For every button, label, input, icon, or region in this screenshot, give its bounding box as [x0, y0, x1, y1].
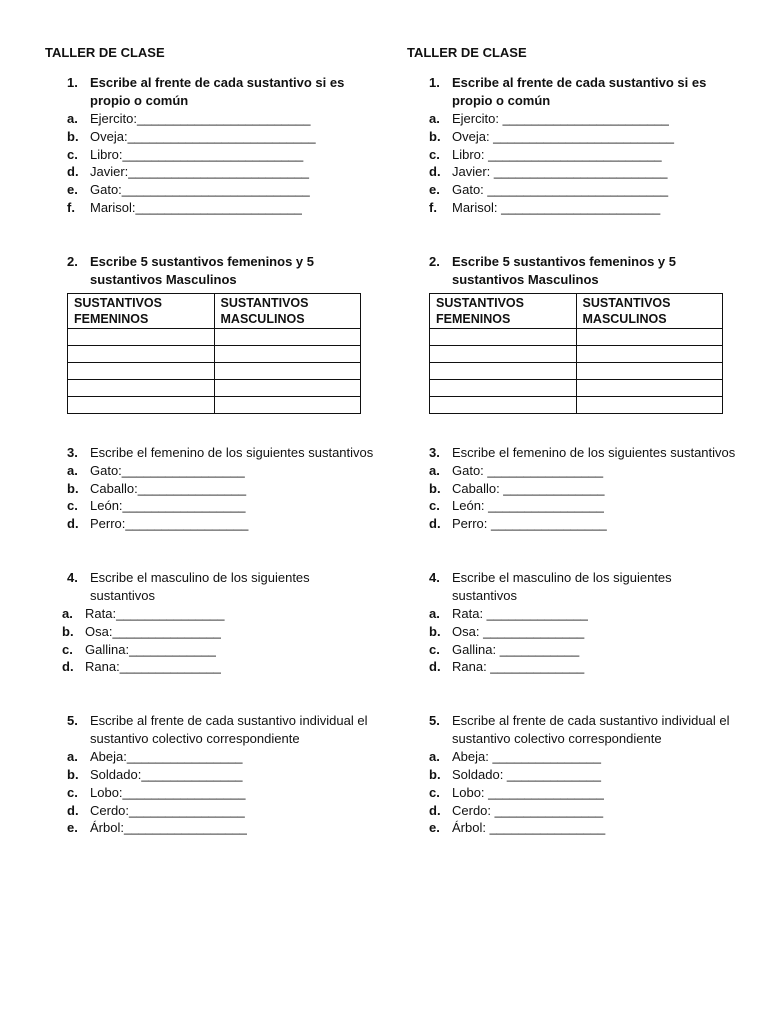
item-letter: a.: [429, 605, 440, 621]
item-text: Cerdo:________________: [90, 802, 245, 818]
item-letter: e.: [67, 820, 78, 836]
item-text: Abeja: _______________: [452, 749, 601, 765]
item-text: Rana:______________: [85, 659, 221, 675]
list-item: [407, 462, 737, 480]
list-item: [45, 480, 375, 498]
question-number: 4.: [429, 569, 440, 585]
item-letter: b.: [429, 480, 441, 496]
list-item: [407, 110, 737, 128]
list-item: [407, 181, 737, 199]
item-letter: e.: [429, 820, 440, 836]
list-item: [45, 766, 375, 784]
item-text: Gato:_________________: [90, 462, 245, 478]
item-text: Rana: _____________: [452, 659, 585, 675]
list-item: [407, 766, 737, 784]
item-letter: a.: [67, 462, 78, 478]
list-item: [45, 146, 375, 164]
table-header-feminine: SUSTANTIVOS FEMENINOS: [68, 293, 215, 328]
list-item: [407, 641, 737, 659]
item-text: Javier: ________________________: [452, 164, 668, 180]
table-cell[interactable]: [576, 328, 723, 345]
item-letter: a.: [429, 749, 440, 765]
item-letter: e.: [67, 182, 78, 198]
list-item: [45, 163, 375, 181]
item-letter: d.: [67, 164, 79, 180]
item-letter: c.: [62, 641, 73, 657]
table-header-masculine: SUSTANTIVOS MASCULINOS: [214, 293, 361, 328]
item-letter: b.: [67, 766, 79, 782]
item-text: Marisol:_______________________: [90, 199, 302, 215]
item-letter: d.: [429, 164, 441, 180]
item-text: Abeja:________________: [90, 749, 243, 765]
item-text: Oveja:__________________________: [90, 128, 316, 144]
item-letter: d.: [429, 516, 441, 532]
item-text: Gato:__________________________: [90, 182, 310, 198]
question-number: 5.: [429, 713, 440, 729]
list-item: [407, 623, 737, 641]
table-row: [430, 362, 723, 379]
item-text: Libro: ________________________: [452, 146, 662, 162]
question-text: Escribe al frente de cada sustantivo si es propio o común: [90, 75, 345, 108]
list-item: [45, 641, 375, 659]
item-letter: a.: [429, 462, 440, 478]
list-item: [407, 748, 737, 766]
item-letter: a.: [67, 111, 78, 126]
list-item: [407, 480, 737, 498]
table-row: [68, 345, 361, 362]
table-header-feminine: SUSTANTIVOS FEMENINOS: [430, 293, 577, 328]
table-cell[interactable]: [430, 379, 577, 396]
table-cell[interactable]: [430, 396, 577, 413]
list-item: [407, 146, 737, 164]
item-letter: e.: [429, 182, 440, 198]
item-letter: f.: [429, 199, 437, 215]
item-letter: c.: [429, 784, 440, 800]
item-text: Lobo:_________________: [90, 784, 246, 800]
question-text: Escribe al frente de cada sustantivo individual el sustantivo colectivo correspondiente: [90, 713, 368, 747]
item-letter: c.: [429, 498, 440, 514]
table-cell[interactable]: [214, 362, 361, 379]
list-item: [45, 128, 375, 146]
question-text: Escribe el femenino de los siguientes sustantivos: [452, 444, 736, 460]
item-letter: b.: [429, 766, 441, 782]
question-3: [45, 444, 375, 533]
table-row: [68, 328, 361, 345]
table-cell[interactable]: [68, 362, 215, 379]
item-text: Rata: ______________: [452, 605, 588, 621]
question-3: [407, 444, 737, 533]
list-item: [45, 748, 375, 766]
table-cell[interactable]: [576, 362, 723, 379]
list-item: [45, 199, 375, 217]
list-item: [45, 110, 375, 128]
question-number: 2.: [429, 253, 440, 269]
item-letter: d.: [62, 659, 74, 675]
question-5: [407, 712, 737, 837]
table-cell[interactable]: [576, 379, 723, 396]
item-text: Árbol: ________________: [452, 820, 606, 836]
item-text: Javier:_________________________: [90, 164, 310, 180]
list-item: [45, 515, 375, 533]
list-item: [407, 802, 737, 820]
item-text: Caballo:_______________: [90, 480, 247, 496]
question-text: Escribe el masculino de los siguientes sustantivos: [452, 569, 672, 603]
question-5: [45, 712, 375, 837]
table-cell[interactable]: [214, 345, 361, 362]
item-text: Osa: ______________: [452, 623, 585, 639]
list-item: [45, 658, 375, 676]
list-item: [407, 605, 737, 623]
worksheet-title: TALLER DE CLASE: [45, 45, 165, 60]
item-letter: a.: [67, 749, 78, 765]
item-letter: b.: [429, 128, 441, 144]
item-letter: c.: [67, 784, 78, 800]
item-text: Árbol:_________________: [90, 820, 247, 836]
item-letter: a.: [62, 605, 73, 621]
item-text: Lobo: ________________: [452, 784, 604, 800]
item-letter: d.: [67, 802, 79, 818]
item-text: Libro:_________________________: [90, 146, 304, 162]
table-cell[interactable]: [576, 396, 723, 413]
table-row: [430, 396, 723, 413]
item-letter: b.: [67, 128, 79, 144]
item-letter: c.: [67, 146, 78, 162]
item-letter: d.: [67, 516, 79, 532]
item-text: Oveja: _________________________: [452, 128, 674, 144]
question-4: [407, 569, 737, 676]
list-item: [407, 163, 737, 181]
list-item: [407, 128, 737, 146]
list-item: [45, 497, 375, 515]
list-item: [407, 819, 737, 837]
table-row: [68, 379, 361, 396]
item-text: Perro: ________________: [452, 516, 607, 532]
table-cell[interactable]: [68, 328, 215, 345]
question-text: Escribe 5 sustantivos femeninos y 5 sustantivos Masculinos: [90, 253, 314, 287]
item-letter: c.: [67, 498, 78, 514]
list-item: [407, 497, 737, 515]
worksheet-right: [407, 44, 737, 837]
table-cell[interactable]: [214, 379, 361, 396]
item-text: Rata:_______________: [85, 605, 225, 621]
nouns-table: [429, 293, 723, 414]
list-item: [45, 819, 375, 837]
item-letter: c.: [429, 146, 440, 162]
table-row: [430, 328, 723, 345]
question-number: 2.: [67, 253, 78, 269]
list-item: [407, 658, 737, 676]
item-text: Perro:_________________: [90, 516, 249, 532]
table-header-masculine: SUSTANTIVOS MASCULINOS: [576, 293, 723, 328]
table-cell[interactable]: [430, 362, 577, 379]
item-text: León:_________________: [90, 498, 246, 514]
question-number: 5.: [67, 713, 78, 729]
item-letter: d.: [429, 659, 441, 675]
list-item: [45, 784, 375, 802]
question-number: 3.: [429, 444, 440, 460]
item-text: Gato: ________________: [452, 462, 604, 478]
item-text: Soldado:______________: [90, 766, 243, 782]
table-cell[interactable]: [68, 345, 215, 362]
table-cell[interactable]: [214, 396, 361, 413]
item-text: Soldado: _____________: [452, 766, 601, 782]
item-text: Marisol: ______________________: [452, 199, 661, 215]
table-row: [430, 345, 723, 362]
item-letter: c.: [429, 641, 440, 657]
item-text: Gallina:____________: [85, 641, 216, 657]
table-row: [430, 379, 723, 396]
list-item: [407, 515, 737, 533]
question-number: 3.: [67, 444, 78, 460]
question-text: Escribe al frente de cada sustantivo si es propio o común: [452, 75, 707, 108]
question-text: Escribe el masculino de los siguientes sustantivos: [90, 569, 310, 603]
table-cell[interactable]: [576, 345, 723, 362]
list-item: [45, 605, 375, 623]
table-row: [68, 362, 361, 379]
question-1: [407, 74, 737, 217]
item-text: Ejercito: _______________________: [452, 111, 669, 126]
item-letter: b.: [67, 480, 79, 496]
question-number: 4.: [67, 569, 78, 585]
table-cell[interactable]: [430, 328, 577, 345]
list-item: [407, 199, 737, 217]
item-text: Caballo: ______________: [452, 480, 605, 496]
item-text: Gato: _________________________: [452, 182, 669, 198]
item-text: Ejercito:________________________: [90, 111, 311, 126]
item-text: León: ________________: [452, 498, 604, 514]
list-item: [45, 802, 375, 820]
table-cell[interactable]: [430, 345, 577, 362]
nouns-table: [67, 293, 361, 414]
table-cell[interactable]: [214, 328, 361, 345]
list-item: [407, 784, 737, 802]
item-letter: a.: [429, 111, 440, 126]
question-4: [45, 569, 375, 676]
list-item: [45, 181, 375, 199]
question-number: 1.: [67, 75, 78, 90]
item-letter: b.: [62, 623, 74, 639]
question-text: Escribe al frente de cada sustantivo individual el sustantivo colectivo correspondiente: [452, 713, 730, 747]
item-text: Cerdo: _______________: [452, 802, 604, 818]
question-2: [45, 253, 375, 414]
item-text: Gallina: ___________: [452, 641, 580, 657]
item-letter: f.: [67, 199, 75, 215]
question-text: Escribe el femenino de los siguientes sustantivos: [90, 444, 374, 460]
worksheet-title: TALLER DE CLASE: [407, 45, 527, 60]
item-text: Osa:_______________: [85, 623, 221, 639]
worksheet-left: [45, 44, 375, 837]
question-2: [407, 253, 737, 414]
table-row: [68, 396, 361, 413]
question-number: 1.: [429, 75, 440, 90]
question-text: Escribe 5 sustantivos femeninos y 5 sustantivos Masculinos: [452, 253, 676, 287]
table-cell[interactable]: [68, 396, 215, 413]
list-item: [45, 623, 375, 641]
item-letter: b.: [429, 623, 441, 639]
item-letter: d.: [429, 802, 441, 818]
table-cell[interactable]: [68, 379, 215, 396]
question-1: [45, 74, 375, 217]
list-item: [45, 462, 375, 480]
